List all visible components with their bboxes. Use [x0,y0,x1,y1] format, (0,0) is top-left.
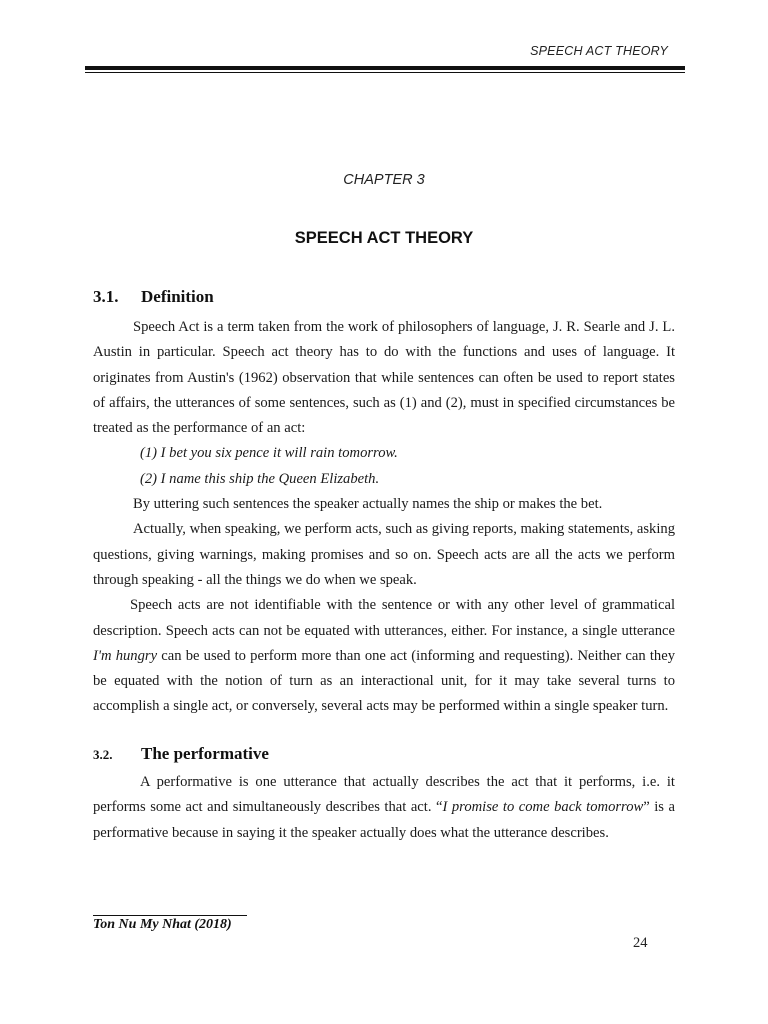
section-heading-definition [93,287,214,307]
paragraph [93,770,675,846]
paragraph: Speech Act is a term taken from the work of philosophers of language, J. R. Searle and J. L. Austin in particular. Speech act theory has to do with the functions and uses of language. It originates from Austin's (1962) observation that while sentences can often be used to report states of affairs, the utterances of some sentences, such as (1) and (2), must in specified circumstances be treated as the performance of an act: [93,319,675,437]
section-body-performative [93,770,675,846]
text-run: Speech acts are not identifiable with the sentence or with any other level of grammatical description. Speech acts can not be equated with utterances, either. For instance, a single utterance [93,597,675,639]
text-run: can be used to perform more than one act (informing and requesting). Neither can they be equated with the notion of turn as an interactional unit, for it may take several turns to accomplish a single act, or conversely, several acts may be performed within a single speaker turn. [93,647,675,715]
header-rule-thin [85,72,685,73]
header-rule-thick [85,66,685,70]
example-sentence: (2) I name this ship the Queen Elizabeth. [140,470,380,487]
text-run: A performative is one utterance that actually describes the act that it performs, i.e. it performs some act and simultaneously describes that act. “ [93,774,675,816]
chapter-title: SPEECH ACT THEORY [294,229,474,247]
italic-phrase: I promise to come back tomorrow [442,799,644,816]
example-sentence: (1) I bet you six pence it will rain tomorrow. [140,445,398,462]
italic-phrase: I'm hungry [93,647,158,664]
section-heading-performative [93,744,269,764]
section-body-definition [93,315,675,720]
footer-author: Ton Nu My Nhat (2018) [93,917,232,932]
section-title: Definition [141,287,214,306]
section-number: 3.2. [93,747,113,762]
text-run: ” is a performative because in saying it the speaker actually does what the utterance describes. [93,799,675,841]
paragraph: Actually, when speaking, we perform acts, such as giving reports, making statements, asking questions, giving warnings, making promises and so on. Speech acts are all the acts we perform through speaking - all the things we do when we speak. [93,521,675,588]
section-number: 3.1. [93,287,119,306]
chapter-label: CHAPTER 3 [343,172,425,188]
running-header-title: SPEECH ACT THEORY [530,44,668,58]
section-title: The performative [141,744,269,763]
page-number: 24 [633,935,648,951]
footer-rule [93,915,247,916]
paragraph [93,593,675,719]
paragraph: By uttering such sentences the speaker actually names the ship or makes the bet. [133,496,603,513]
